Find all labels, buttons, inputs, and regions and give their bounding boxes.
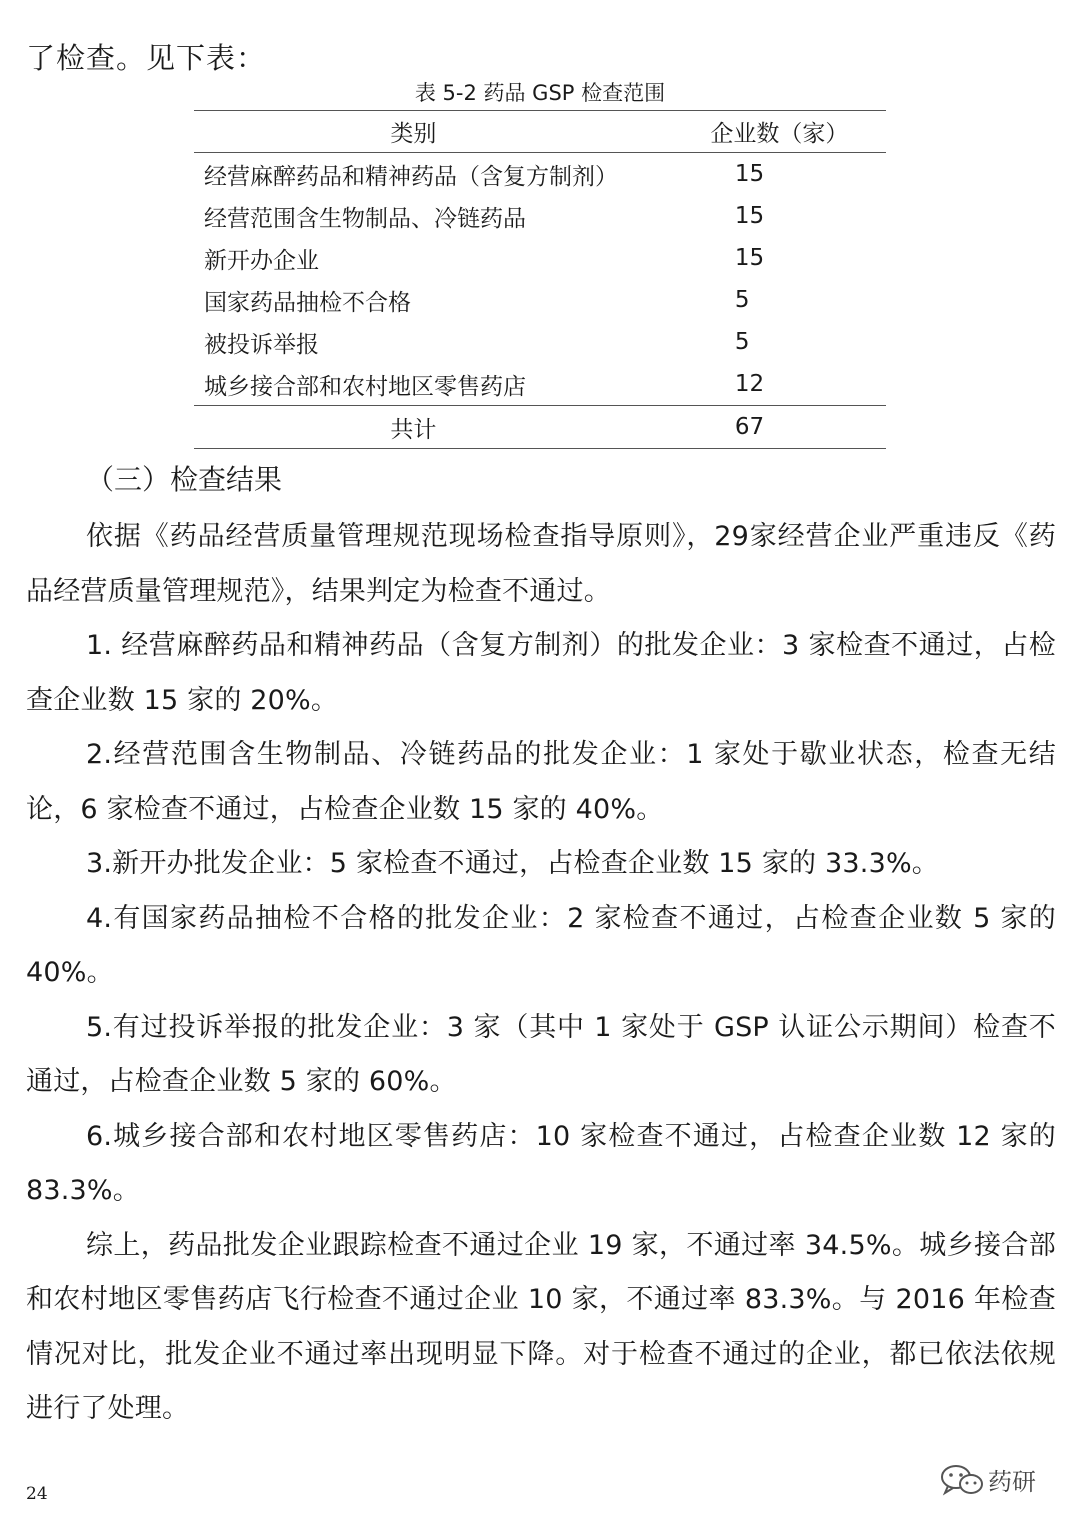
table-row (194, 321, 886, 363)
row-count: 15 (734, 203, 765, 229)
paragraph: 依据《药品经营质量管理规范现场检查指导原则》，29家经营企业严重违反《药品经营质量管理规范》，结果判定为检查不通过。 (26, 521, 1056, 607)
section-heading: （三）检查结果 (86, 463, 283, 496)
paragraph: 6.城乡接合部和农村地区零售药店：10 家检查不通过，占检查企业数 12 家的 83.3%。 (26, 1120, 1056, 1206)
row-count: 15 (734, 161, 765, 187)
gsp-scope-table (194, 110, 886, 449)
page-number: 24 (26, 1484, 48, 1504)
table-caption: 表 5-2 药品 GSP 检查范围 (414, 81, 666, 105)
header-count: 企业数（家） (710, 121, 849, 147)
row-category: 经营范围含生物制品、冷链药品 (204, 205, 526, 232)
table-row (194, 153, 886, 196)
paragraph: 2.经营范围含生物制品、冷链药品的批发企业：1 家处于歇业状态，检查无结论，6 家检查不通过，占检查企业数 15 家的 40%。 (26, 739, 1056, 825)
row-category: 经营麻醉药品和精神药品（含复方制剂） (204, 163, 618, 190)
paragraph: 3.新开办批发企业：5 家检查不通过，占检查企业数 15 家的 33.3%。 (86, 848, 939, 879)
row-category: 国家药品抽检不合格 (204, 289, 411, 316)
body-text (26, 510, 1056, 1437)
table-header-row (194, 111, 886, 153)
paragraph: 4.有国家药品抽检不合格的批发企业：2 家检查不通过，占检查企业数 5 家的 40%。 (26, 902, 1056, 988)
table-row (194, 363, 886, 406)
intro-text: 了检查。见下表： (26, 41, 267, 75)
paragraph: 综上，药品批发企业跟踪检查不通过企业 19 家，不通过率 34.5%。城乡接合部和农村地区零售药店飞行检查不通过企业 10 家，不通过率 83.3%。与 2016 年检查情况对比，批发企业不通过率出现明显下降。对于检查不通过的企业，都已依法依规进行了处理。 (26, 1229, 1056, 1424)
watermark (940, 1462, 1036, 1497)
wechat-icon (940, 1463, 984, 1497)
table-row (194, 279, 886, 321)
row-count: 5 (734, 329, 750, 355)
paragraph: 5.有过投诉举报的批发企业：3 家（其中 1 家处于 GSP 认证公示期间）检查不通过，占检查企业数 5 家的 60%。 (26, 1011, 1056, 1097)
table-row (194, 195, 886, 237)
table-row (194, 237, 886, 279)
row-count: 5 (734, 287, 750, 313)
header-category: 类别 (390, 121, 437, 147)
paragraph: 1. 经营麻醉药品和精神药品（含复方制剂）的批发企业：3 家检查不通过，占检查企业数 15 家的 20%。 (26, 630, 1056, 716)
row-category: 新开办企业 (204, 247, 319, 274)
total-count: 67 (734, 414, 765, 440)
watermark-text: 药研 (988, 1468, 1036, 1496)
total-label: 共计 (390, 416, 437, 443)
row-count: 12 (734, 371, 765, 397)
table-total-row (194, 406, 886, 449)
row-count: 15 (734, 245, 765, 271)
row-category: 被投诉举报 (204, 331, 319, 358)
row-category: 城乡接合部和农村地区零售药店 (204, 373, 526, 400)
